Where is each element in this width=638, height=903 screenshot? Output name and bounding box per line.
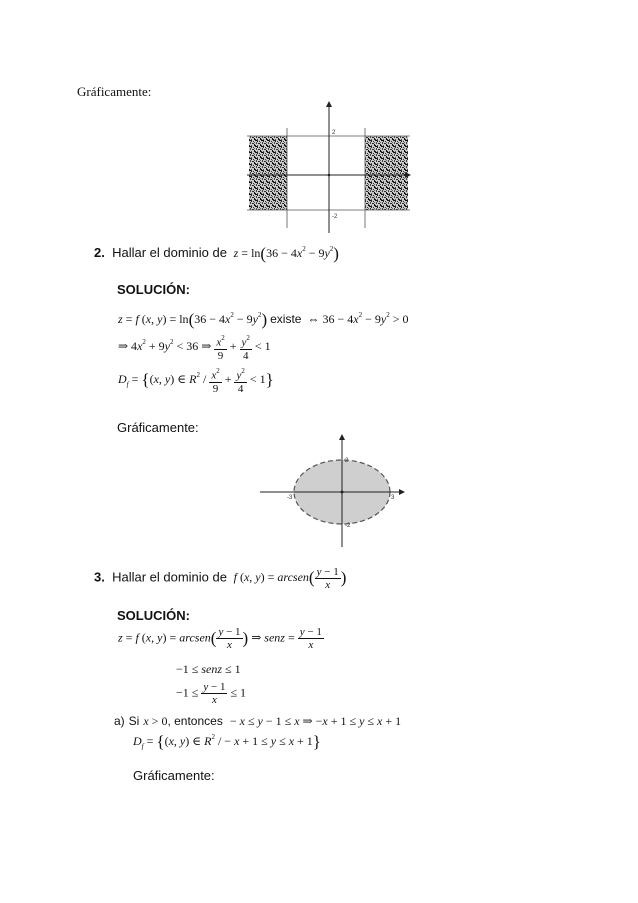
shaded-region-left [249,136,287,210]
problem-3-case-a: a) Si x > 0, entonces − x ≤ y − 1 ≤ x ⇒ −x + 1 ≤ y ≤ x + 1 [114,714,402,728]
graph-region-strip [245,98,415,238]
tick-y-top: 2 [345,458,349,464]
problem-2-solution-label: SOLUCIÓN: [117,282,190,297]
problem-2-line-1: z = f (x, $y) = \ln(36 - 4x^2 - 9y^2)$ existe ⇔ $36 - 4x^2 - 9y^2 > 0$ [118,310,409,329]
graph-ellipse [258,432,408,552]
tick-y-bottom: -2 [345,523,351,529]
problem-2-graph-label: Gráficamente: [117,420,199,435]
tick-y-bottom: -2 [332,214,338,220]
problem-3-solution-label: SOLUCIÓN: [117,608,190,623]
problem-3-number: 3. [94,569,105,585]
intro-graph-label: Gráficamente: [77,84,152,99]
y-axis-arrow-icon [339,434,345,440]
problem-2-line-2: ⇒ $4x^2 + 9y^2 < 36$ ⇒ $\frac{x^2}{9}$ + $\frac{y^2}{4}$ < 1 [118,334,271,362]
problem-2-heading [94,244,339,264]
case-a-entonces: , entonces [167,714,223,728]
problem-3-domain: $D_f = \{(x$, y) ∈ $R^2$ / − x + 1 ≤ y ≤ x + 1} [133,732,321,751]
tick-x-left: -3 [287,495,293,501]
y-axis-arrow-icon [326,101,332,107]
problem-2-number: 2. [94,245,105,260]
x-axis-arrow-icon [399,489,405,495]
problem-3-function: f (x, y) = arcsen( $\frac{y - 1}{x}$ ) [230,566,347,591]
shaded-region-right [365,136,408,210]
case-a-label: a) [114,714,125,728]
tick-y-top: 2 [332,130,336,136]
case-a-si: Si [128,714,140,728]
problem-3-line-3: −1 ≤ $\frac{y - 1}{x}$ ≤ 1 [176,681,247,706]
problem-3-line-1: z = f (x, y) = arcsen( $\frac{y - 1}{x}$ ) ⇒ senz = $\frac{y - 1}{x}$ [118,626,322,651]
tick-x-right: 3 [391,495,395,501]
existe-word: existe [270,312,302,326]
problem-3-heading [94,566,346,591]
problem-3-line-2: −1 ≤ senz ≤ 1 [176,662,241,676]
problem-2-prompt: Hallar el dominio de [112,245,227,260]
problem-3-graph-label: Gráficamente: [133,768,215,783]
problem-2-function: $z = \ln(36 - 4x^2 - 9y^2)$ [230,244,339,263]
problem-2-domain: $D_f = \{(x$, y) ∈ $R^2$ / $\frac{x^2}{9}$ + $\frac{y^2}{4}$ < 1} [118,367,274,395]
problem-3-prompt: Hallar el dominio de [112,569,227,585]
